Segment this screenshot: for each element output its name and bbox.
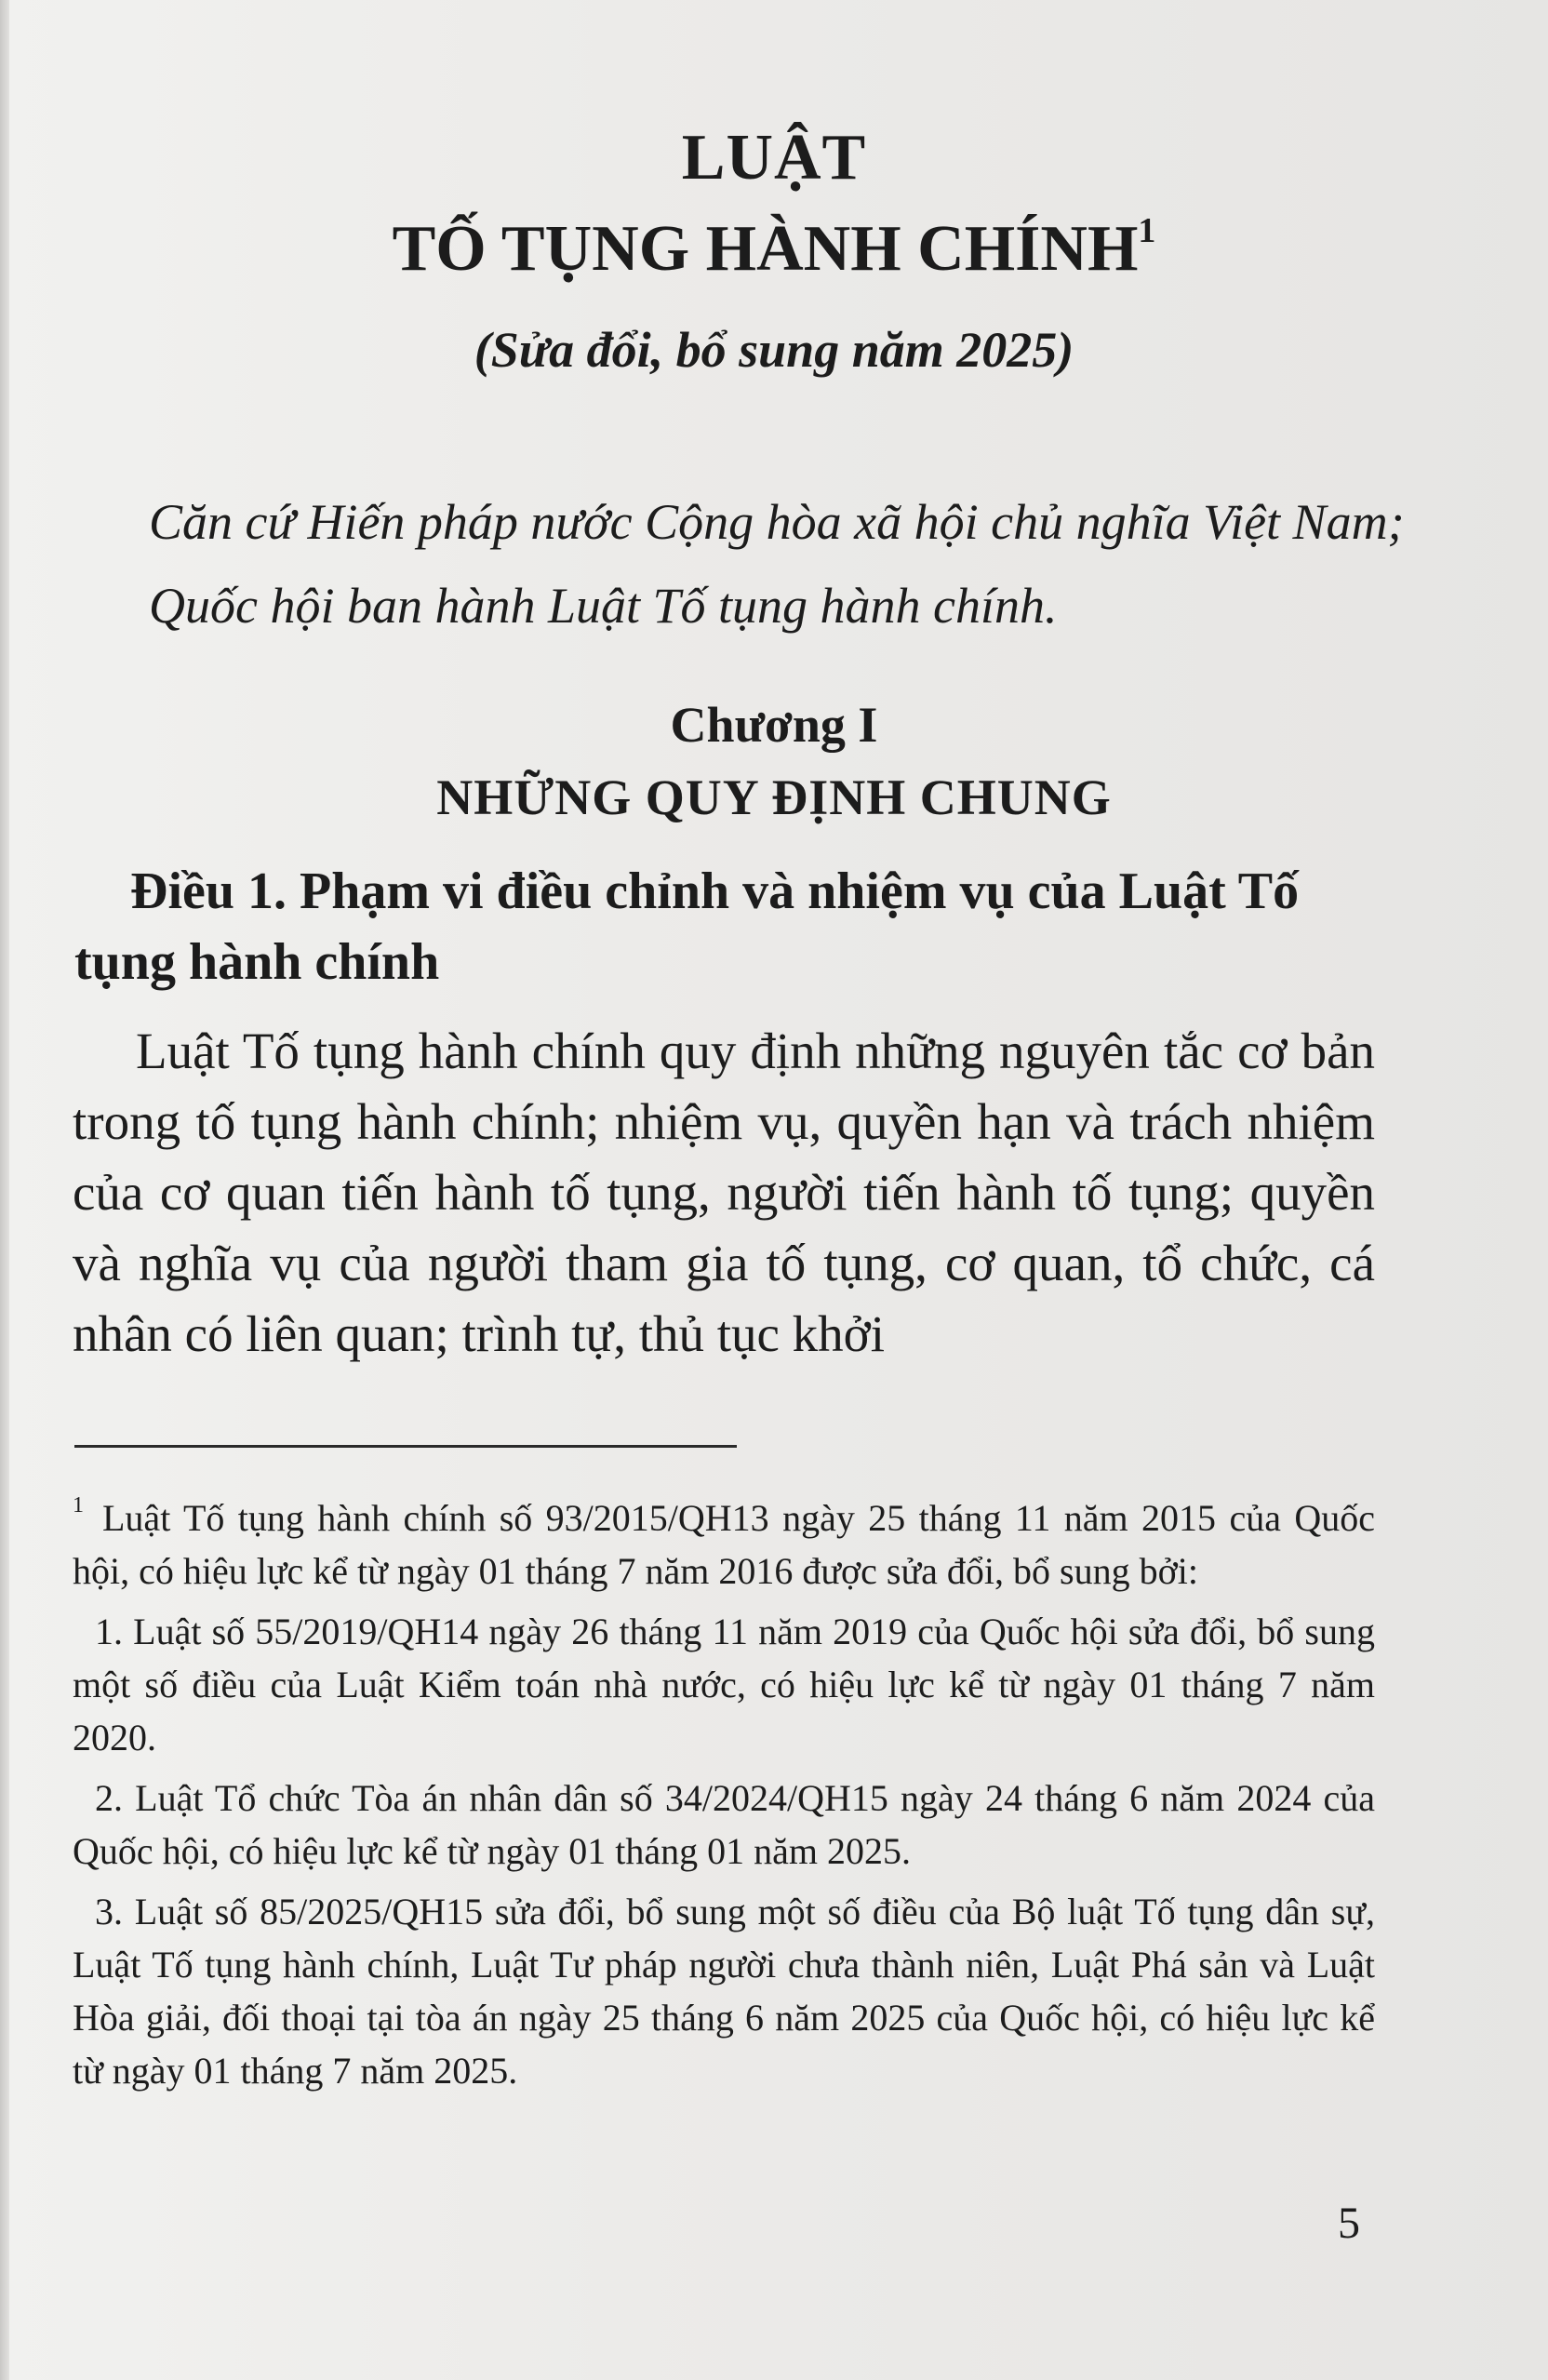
law-name-heading — [0, 210, 1548, 287]
amendment-subtitle: (Sửa đổi, bổ sung năm 2025) — [474, 322, 1074, 378]
footnote-item: 3. Luật số 85/2025/QH15 sửa đổi, bổ sung một số điều của Bộ luật Tố tụng dân sự, Luật Tố tụng hành chính, Luật Tư pháp người chưa thành niên, Luật Phá sản và Luật Hòa giải, đối thoại tại tòa án ngày 25 tháng 6 năm 2025 của Quốc hội, có hiệu lực kể từ ngày 01 tháng 7 năm 2025. — [73, 1891, 1375, 2092]
footnote-marker: 1 — [73, 1493, 84, 1518]
preamble-line-1: Căn cứ Hiến pháp nước Cộng hòa xã hội chủ nghĩa Việt Nam; — [149, 494, 1405, 550]
footnote-divider — [74, 1445, 737, 1448]
chapter-number: Chương I — [670, 697, 878, 753]
law-name: TỐ TỤNG HÀNH CHÍNH — [392, 213, 1139, 285]
page-number: 5 — [1338, 2199, 1360, 2248]
article-title: Điều 1. Phạm vi điều chỉnh và nhiệm vụ của Luật Tố tụng hành chính — [74, 862, 1300, 991]
chapter-title: NHỮNG QUY ĐỊNH CHUNG — [436, 769, 1112, 825]
preamble-line-2: Quốc hội ban hành Luật Tố tụng hành chính. — [149, 578, 1058, 634]
footnote-item: 1. Luật số 55/2019/QH14 ngày 26 tháng 11 năm 2019 của Quốc hội sửa đổi, bổ sung một số điều của Luật Kiểm toán nhà nước, có hiệu lực kể từ ngày 01 tháng 7 năm 2020. — [73, 1611, 1375, 1758]
footnote-intro — [73, 1479, 1375, 1598]
footnote-item: 2. Luật Tổ chức Tòa án nhân dân số 34/2024/QH15 ngày 24 tháng 6 năm 2024 của Quốc hội, có hiệu lực kể từ ngày 01 tháng 01 năm 2025. — [73, 1777, 1375, 1872]
footnote-reference: 1 — [1138, 211, 1156, 250]
footnote-intro-text: Luật Tố tụng hành chính số 93/2015/QH13 ngày 25 tháng 11 năm 2015 của Quốc hội, có hiệu lực kể từ ngày 01 tháng 7 năm 2016 được sửa đổi, bổ sung bởi: — [73, 1497, 1375, 1592]
footnote — [73, 1479, 1375, 2097]
article-body: Luật Tố tụng hành chính quy định những nguyên tắc cơ bản trong tố tụng hành chính; nhiệm vụ, quyền hạn và trách nhiệm của cơ quan tiến hành tố tụng, người tiến hành tố tụng; quyền và nghĩa vụ của người tham gia tố tụng, cơ quan, tổ chức, cá nhân có liên quan; trình tự, thủ tục khởi — [73, 1023, 1375, 1362]
law-title: LUẬT — [681, 122, 867, 194]
